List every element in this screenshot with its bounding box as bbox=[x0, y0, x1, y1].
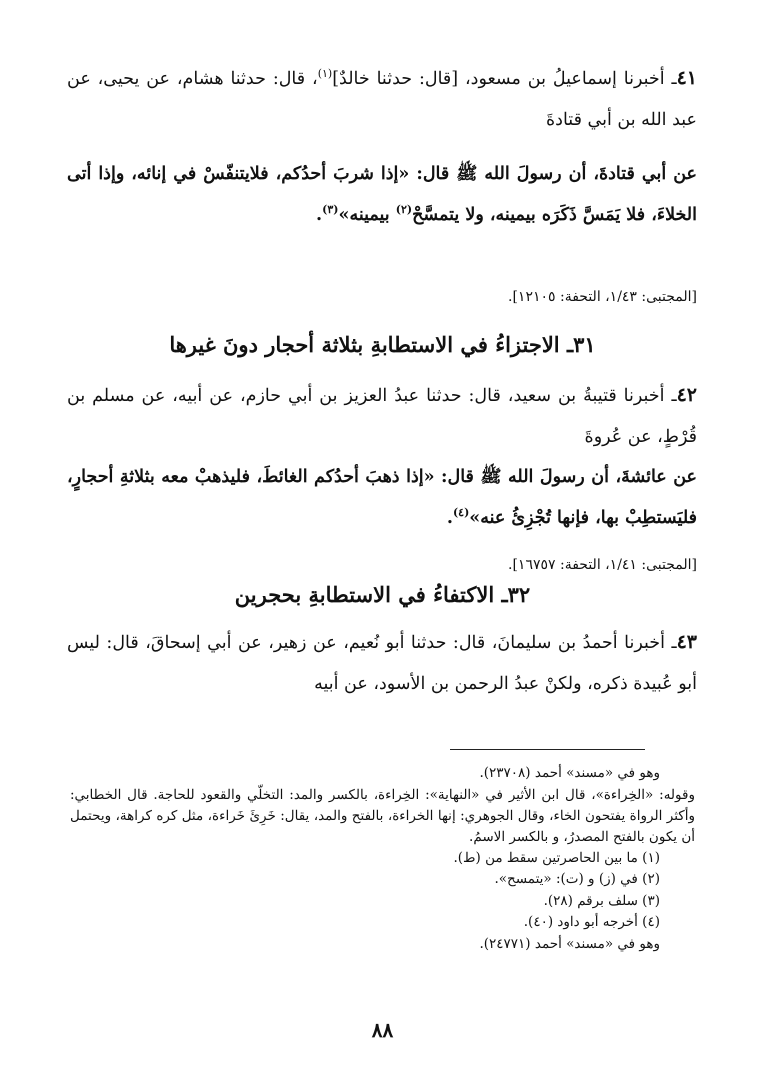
footnote-4: (٤) أخرجه أبو داود (٤٠). bbox=[523, 914, 660, 930]
matn-end: . bbox=[446, 508, 453, 528]
matn-text: عن عائشةَ، أن رسولَ الله ﷺ قال: «إذا ذهبَ أحدُكم الغائطَ، فليذهبْ معه بثلاثةِ أحجارٍ، فليَستطِبْ بها، فإنها تُجْزِئُ عنه» bbox=[67, 467, 697, 528]
isnad-text: ، قال: حدثنا هشام، عن يحيى، عن عبد الله بن أبي قتادةَ bbox=[67, 69, 697, 130]
matn-text: بيمينه» bbox=[338, 205, 396, 225]
hadith-number: ٤١ bbox=[676, 67, 698, 89]
matn-end: . bbox=[316, 205, 323, 225]
footnote-continuation: وقوله: «الخِراءة»، قال ابن الأثير في «النهاية»: الخِراءة، بالكسر والمد: التخلّي والقعود للحاجة. قال الخطابي: وأكثر الرواة يفتحون الخاء، وقال الجوهري: إنها الخراءة، بالفتح والمد، يقال: خَرِئَ خَراءة، مثل كره كراهة، ويحتمل أن يكون بالفتح المصدرُ، و بالكسر الاسمُ. bbox=[70, 786, 695, 845]
hadith-41-isnad bbox=[67, 58, 697, 141]
footnote-ref: (١) bbox=[317, 67, 333, 81]
page-number: ٨٨ bbox=[371, 1018, 394, 1042]
hadith-number: ٤٢ bbox=[676, 384, 697, 406]
footnote-1: (١) ما بين الحاصرتين سقط من (ط). bbox=[453, 849, 660, 866]
footnote-continuation: وهو في «مسند» أحمد (٢٣٧٠٨). bbox=[479, 765, 660, 781]
isnad-text: ـ أخبرنا إسماعيلُ بن مسعود، [قال: حدثنا خالدٌ] bbox=[332, 69, 677, 89]
footnote-separator bbox=[450, 749, 645, 750]
footnote-ref: (٢) bbox=[395, 203, 413, 217]
hadith-42-isnad bbox=[67, 375, 697, 458]
footnote-ref: (٣) bbox=[322, 203, 339, 217]
footnote-2: (٢) في (ز) و (ت): «يتمسح». bbox=[494, 871, 660, 887]
hadith-41-citation: [المجتبى: ١/٤٣، التحفة: ١٢١٠٥]. bbox=[508, 289, 697, 305]
footnote-3: (٣) سلف برقم (٢٨). bbox=[543, 892, 660, 909]
footnote-4-continuation: وهو في «مسند» أحمد (٢٤٧٧١). bbox=[479, 935, 660, 952]
hadith-43-isnad bbox=[67, 622, 697, 705]
hadith-42-matn bbox=[67, 457, 697, 539]
footnotes bbox=[70, 763, 695, 955]
hadith-42-citation: [المجتبى: ١/٤١، التحفة: ١٦٧٥٧]. bbox=[508, 557, 697, 573]
isnad-text: ـ أخبرنا قتيبةُ بن سعيد، قال: حدثنا عبدُ العزيز بن أبي حازم، عن أبيه، عن مسلم بن قُرْطٍ، عن عُروةَ bbox=[67, 386, 697, 447]
hadith-number: ٤٣ bbox=[676, 631, 697, 653]
chapter-31-heading: ٣١ـ الاجتزاءُ في الاستطابةِ بثلاثة أحجار دونَ غيرها bbox=[169, 332, 596, 357]
isnad-text: ـ أخبرنا أحمدُ بن سليمانَ، قال: حدثنا أبو نُعيم، عن زهير، عن أبي إسحاقَ، قال: ليس أبو عُبيدة ذكره، ولكنْ عبدُ الرحمن بن الأسود، عن أبيه bbox=[67, 633, 697, 694]
hadith-41-matn bbox=[67, 154, 697, 236]
matn-text: عن أبي قتادةَ، أن رسولَ الله ﷺ قال: «إذا شربَ أحدُكم، فلايتنفّسْ في إنائه، وإذا أتى الخلاءَ، فلا يَمَسَّ ذَكَرَه بيمينه، ولا يتمسَّحْ bbox=[67, 164, 697, 225]
chapter-32-heading: ٣٢ـ الاكتفاءُ في الاستطابةِ بحجرين bbox=[234, 582, 531, 607]
footnote-ref: (٤) bbox=[452, 506, 470, 520]
